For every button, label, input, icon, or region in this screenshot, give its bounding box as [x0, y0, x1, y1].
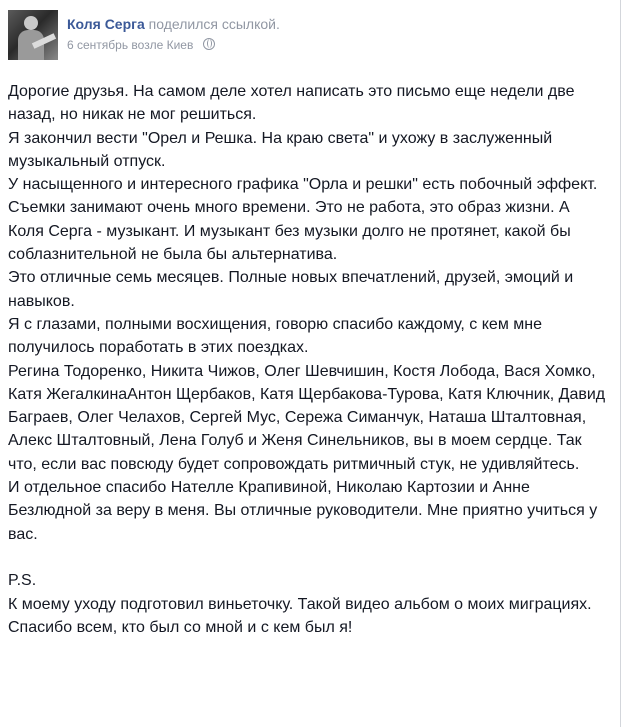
author-name-link[interactable]: Коля Серга [67, 16, 145, 32]
post-headline [67, 16, 280, 32]
globe-icon[interactable] [203, 38, 215, 50]
paragraph-thanks: Я с глазами, полными восхищения, говорю спасибо каждому, с кем мне получилось поработать в этих поездках. [8, 315, 542, 357]
paragraph-team: Регина Тодоренко, Никита Чижов, Олег Шевчишин, Костя Лобода, Вася Хомко, Катя ЖегалкинаАнтон Щербаков, Катя Щербакова-Турова, Катя Ключник, Давид Баграев, Олег Челахов, Сергей Мус, Сережа Симанчук, Наташа Шталтовная, Алекс Шталтовный, Лена Голуб и Женя Синельников, вы в моем сердце. Так что, если вас повсюду будет сопровождать ритмичный стук, не удивляйтесь. [8, 362, 606, 473]
postscript-label: P.S. [8, 572, 37, 590]
avatar[interactable] [8, 10, 58, 60]
post-header [8, 10, 608, 60]
post-timestamp-location[interactable]: 6 сентябрь возле Киев [67, 38, 194, 52]
paragraph-intro: Дорогие друзья. На самом деле хотел написать это письмо еще недели две назад, но никак не мог решиться. [8, 83, 575, 124]
paragraph-closing: Спасибо всем, кто был со мной и с кем был я! [8, 618, 353, 636]
paragraph-schedule: У насыщенного и интересного графика "Орла и решки" есть побочный эффект. Съемки занимают очень много времени. Это не работа, это образ жизни. А Коля Серга - музыкант. И музыкант без музыки долго не протянет, какой бы соблазнительной не была бы альтернатива. [8, 176, 598, 264]
paragraph-months: Это отличные семь месяцев. Полные новых впечатлений, друзей, эмоций и навыков. [8, 269, 574, 310]
paragraph-spacer [8, 546, 608, 569]
post-action-text: поделился ссылкой. [148, 16, 280, 32]
paragraph-video: К моему уходу подготовил виньеточку. Такой видео альбом о моих миграциях. [8, 595, 592, 613]
paragraph-finished: Я закончил вести "Орел и Решка. На краю света" и ухожу в заслуженный музыкальный отпуск. [8, 129, 553, 170]
avatar-head-shape [24, 16, 38, 30]
paragraph-leaders: И отдельное спасибо Нателле Крапивиной, Николаю Картозии и Анне Безлюдной за веру в меня. Вы отличные руководители. Мне приятно учиться у вас. [8, 479, 598, 543]
post-body [8, 80, 608, 639]
post-meta [67, 38, 215, 52]
